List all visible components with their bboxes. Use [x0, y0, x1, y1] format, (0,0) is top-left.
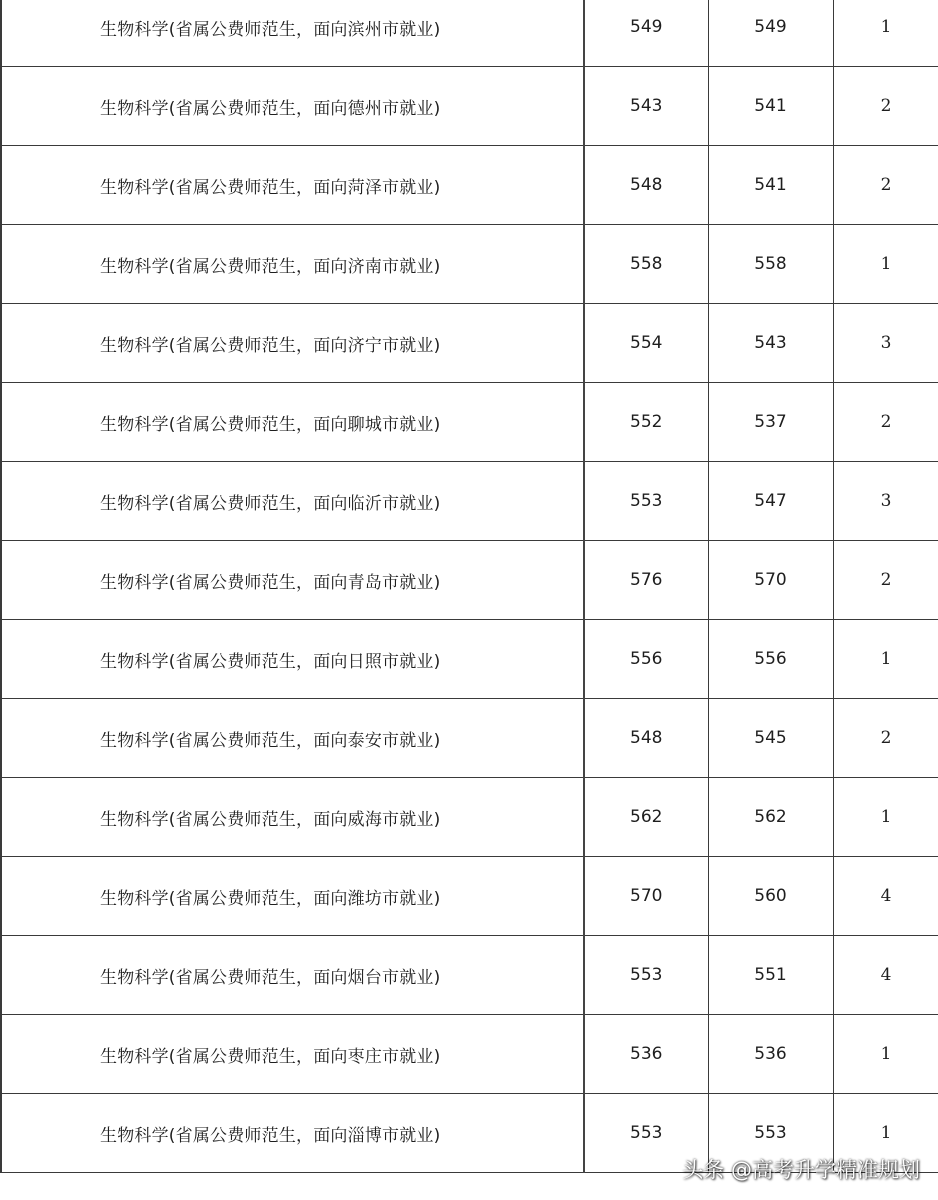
- major-cell: 生物科学(省属公费师范生，面向济宁市就业): [1, 304, 584, 383]
- max-score-cell: 553: [584, 462, 708, 541]
- admitted-count-cell: 1: [833, 1015, 938, 1094]
- major-cell: 生物科学(省属公费师范生，面向淄博市就业): [1, 1094, 584, 1173]
- max-score-cell: 543: [584, 67, 708, 146]
- max-score-cell: 562: [584, 778, 708, 857]
- min-score-cell: 536: [708, 1015, 833, 1094]
- max-score-cell: 553: [584, 936, 708, 1015]
- watermark: 头条 @高考升学精准规划: [682, 1158, 920, 1182]
- table-row: [1, 462, 938, 541]
- min-score-cell: 551: [708, 936, 833, 1015]
- table-body: [1, 0, 938, 1173]
- table-row: [1, 0, 938, 67]
- min-score-cell: 541: [708, 67, 833, 146]
- table-row: [1, 146, 938, 225]
- min-score-cell: 537: [708, 383, 833, 462]
- max-score-cell: 554: [584, 304, 708, 383]
- major-cell: 生物科学(省属公费师范生，面向聊城市就业): [1, 383, 584, 462]
- admitted-count-cell: 1: [833, 1094, 938, 1173]
- max-score-cell: 548: [584, 146, 708, 225]
- major-cell: 生物科学(省属公费师范生，面向德州市就业): [1, 67, 584, 146]
- admitted-count-cell: 2: [833, 699, 938, 778]
- table-row: [1, 620, 938, 699]
- major-cell: 生物科学(省属公费师范生，面向泰安市就业): [1, 699, 584, 778]
- table-row: [1, 304, 938, 383]
- max-score-cell: 558: [584, 225, 708, 304]
- admitted-count-cell: 4: [833, 857, 938, 936]
- max-score-cell: 549: [584, 0, 708, 67]
- admitted-count-cell: 1: [833, 620, 938, 699]
- major-cell: 生物科学(省属公费师范生，面向滨州市就业): [1, 0, 584, 67]
- min-score-cell: 541: [708, 146, 833, 225]
- min-score-cell: 560: [708, 857, 833, 936]
- admitted-count-cell: 3: [833, 462, 938, 541]
- table-row: [1, 383, 938, 462]
- major-cell: 生物科学(省属公费师范生，面向青岛市就业): [1, 541, 584, 620]
- max-score-cell: 548: [584, 699, 708, 778]
- min-score-cell: 549: [708, 0, 833, 67]
- table-row: [1, 1015, 938, 1094]
- max-score-cell: 570: [584, 857, 708, 936]
- admitted-count-cell: 4: [833, 936, 938, 1015]
- min-score-cell: 545: [708, 699, 833, 778]
- admitted-count-cell: 2: [833, 146, 938, 225]
- major-cell: 生物科学(省属公费师范生，面向日照市就业): [1, 620, 584, 699]
- min-score-cell: 553: [708, 1094, 833, 1173]
- min-score-cell: 556: [708, 620, 833, 699]
- min-score-cell: 558: [708, 225, 833, 304]
- max-score-cell: 552: [584, 383, 708, 462]
- max-score-cell: 536: [584, 1015, 708, 1094]
- admitted-count-cell: 2: [833, 383, 938, 462]
- major-cell: 生物科学(省属公费师范生，面向威海市就业): [1, 778, 584, 857]
- min-score-cell: 570: [708, 541, 833, 620]
- table-row: [1, 225, 938, 304]
- table-row: [1, 936, 938, 1015]
- table-row: [1, 857, 938, 936]
- table-row: [1, 778, 938, 857]
- admitted-count-cell: 2: [833, 67, 938, 146]
- major-cell: 生物科学(省属公费师范生，面向烟台市就业): [1, 936, 584, 1015]
- table-row: [1, 67, 938, 146]
- min-score-cell: 562: [708, 778, 833, 857]
- max-score-cell: 556: [584, 620, 708, 699]
- table-row: [1, 541, 938, 620]
- min-score-cell: 547: [708, 462, 833, 541]
- table-row: [1, 699, 938, 778]
- major-cell: 生物科学(省属公费师范生，面向济南市就业): [1, 225, 584, 304]
- major-cell: 生物科学(省属公费师范生，面向潍坊市就业): [1, 857, 584, 936]
- admitted-count-cell: 1: [833, 0, 938, 67]
- max-score-cell: 553: [584, 1094, 708, 1173]
- min-score-cell: 543: [708, 304, 833, 383]
- admitted-count-cell: 3: [833, 304, 938, 383]
- major-cell: 生物科学(省属公费师范生，面向菏泽市就业): [1, 146, 584, 225]
- admitted-count-cell: 1: [833, 778, 938, 857]
- admitted-count-cell: 2: [833, 541, 938, 620]
- major-cell: 生物科学(省属公费师范生，面向枣庄市就业): [1, 1015, 584, 1094]
- admitted-count-cell: 1: [833, 225, 938, 304]
- max-score-cell: 576: [584, 541, 708, 620]
- major-cell: 生物科学(省属公费师范生，面向临沂市就业): [1, 462, 584, 541]
